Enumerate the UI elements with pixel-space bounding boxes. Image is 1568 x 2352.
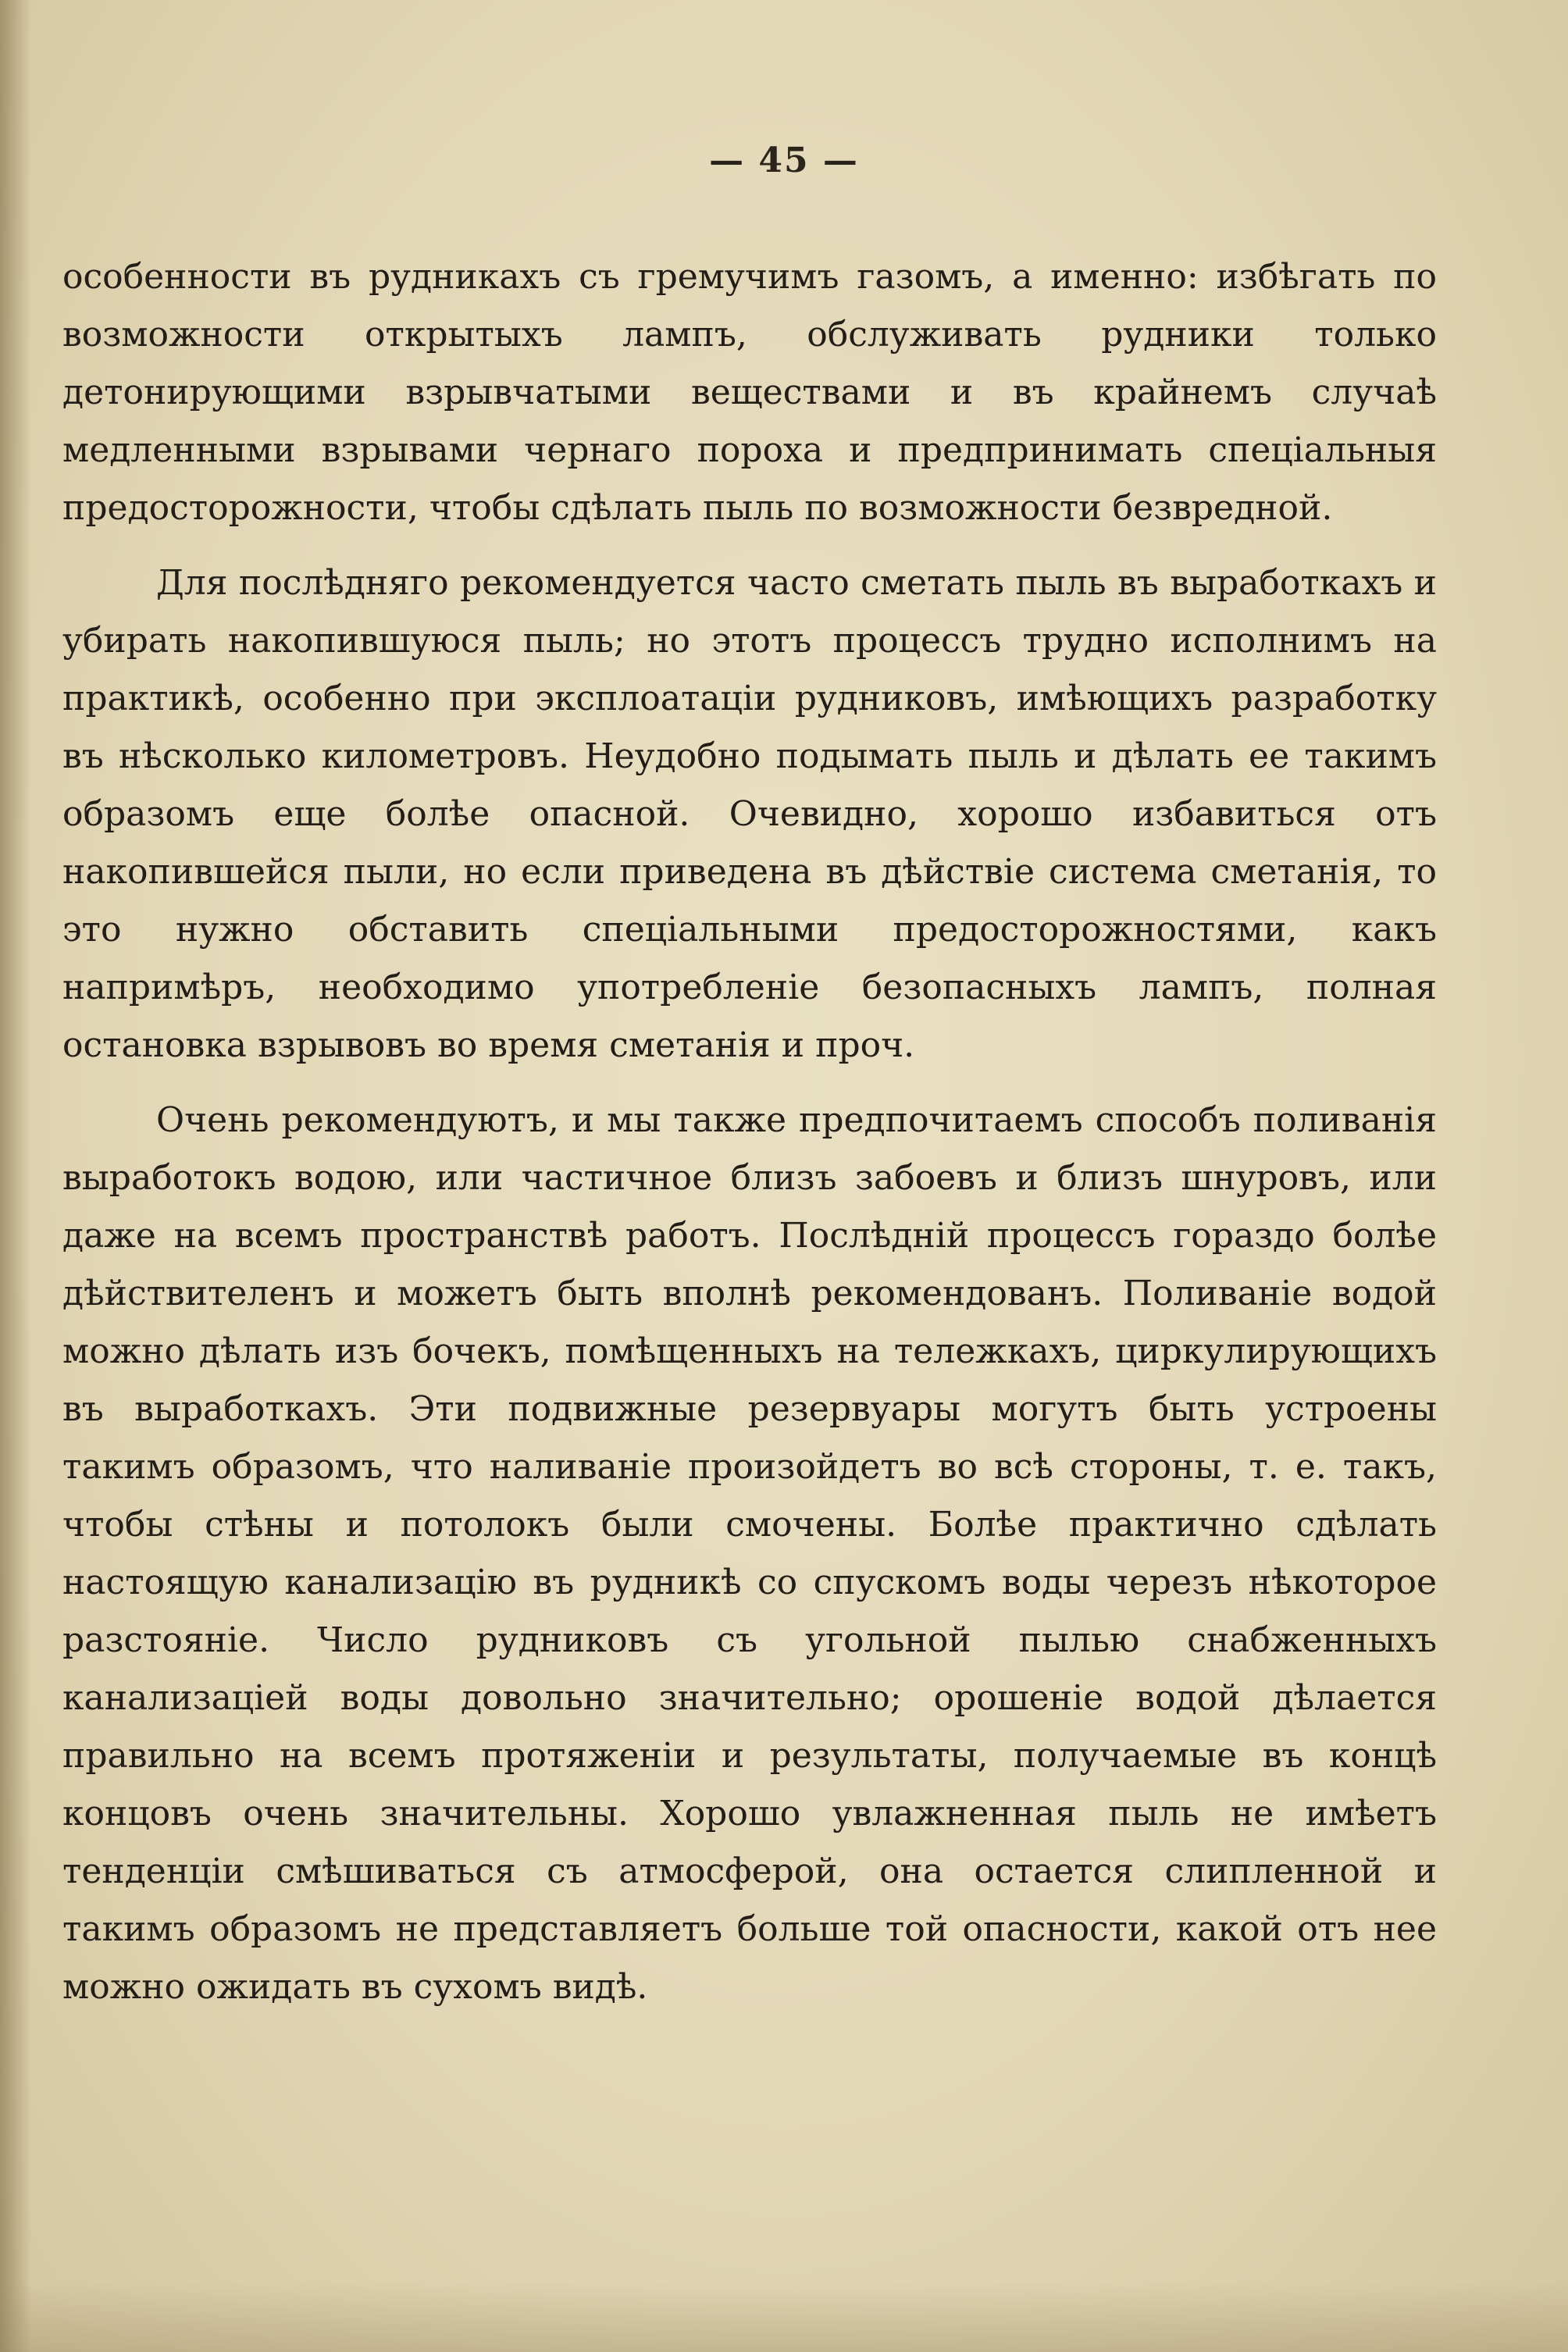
- paragraph-3: Очень рекомендуютъ, и мы также предпочитаемъ способъ поливанія выработокъ водою, или частичное близъ забоевъ и близъ шнуровъ, или даже на всемъ пространствѣ работъ. Послѣдній процессъ гораздо болѣе дѣйствителенъ и можетъ быть вполнѣ рекомендованъ. Поливаніе водой можно дѣлать изъ бочекъ, помѣщенныхъ на тележкахъ, циркулирующихъ въ выработкахъ. Эти подвижные резервуары могутъ быть устроены такимъ образомъ, что наливаніе произойдетъ во всѣ стороны, т. е. такъ, чтобы стѣны и потолокъ были смочены. Болѣе практично сдѣлать настоящую канализацію въ рудникѣ со спускомъ воды черезъ нѣкоторое разстояніе. Число рудниковъ съ угольной пылью снабженныхъ канализаціей воды довольно значительно; орошеніе водой дѣлается правильно на всемъ протяженіи и результаты, получаемые въ концѣ концовъ очень значительны. Хорошо увлажненная пыль не имѣетъ тенденціи смѣшиваться съ атмосферой, она остается слипленной и такимъ образомъ не представляетъ больше той опасности, какой отъ нее можно ожидать въ сухомъ видѣ.: [62, 1100, 1437, 2007]
- body-text: [62, 248, 1437, 2016]
- page-edge-shade: [0, 2282, 1568, 2352]
- binding-shadow: [0, 0, 31, 2352]
- page-number: — 45 —: [709, 141, 859, 180]
- paragraph-1: особенности въ рудникахъ съ гремучимъ газомъ, а именно: избѣгать по возможности открытыхъ лампъ, обслуживать рудники только детонирующими взрывчатыми веществами и въ крайнемъ случаѣ медленными взрывами чернаго пороха и предпринимать спеціальныя предосторожности, чтобы сдѣлать пыль по возможности безвредной.: [62, 257, 1437, 528]
- paragraph-2: Для послѣдняго рекомендуется часто сметать пыль въ выработкахъ и убирать накопившуюся пыль; но этотъ процессъ трудно исполнимъ на практикѣ, особенно при эксплоатаціи рудниковъ, имѣющихъ разработку въ нѣсколько километровъ. Неудобно подымать пыль и дѣлать ее такимъ образомъ еще болѣе опасной. Очевидно, хорошо избавиться отъ накопившейся пыли, но если приведена въ дѣйствіе система сметанія, то это нужно обставить спеціальными предосторожностями, какъ напримѣръ, необходимо употребленіе безопасныхъ лампъ, полная остановка взрывовъ во время сметанія и проч.: [62, 563, 1437, 1065]
